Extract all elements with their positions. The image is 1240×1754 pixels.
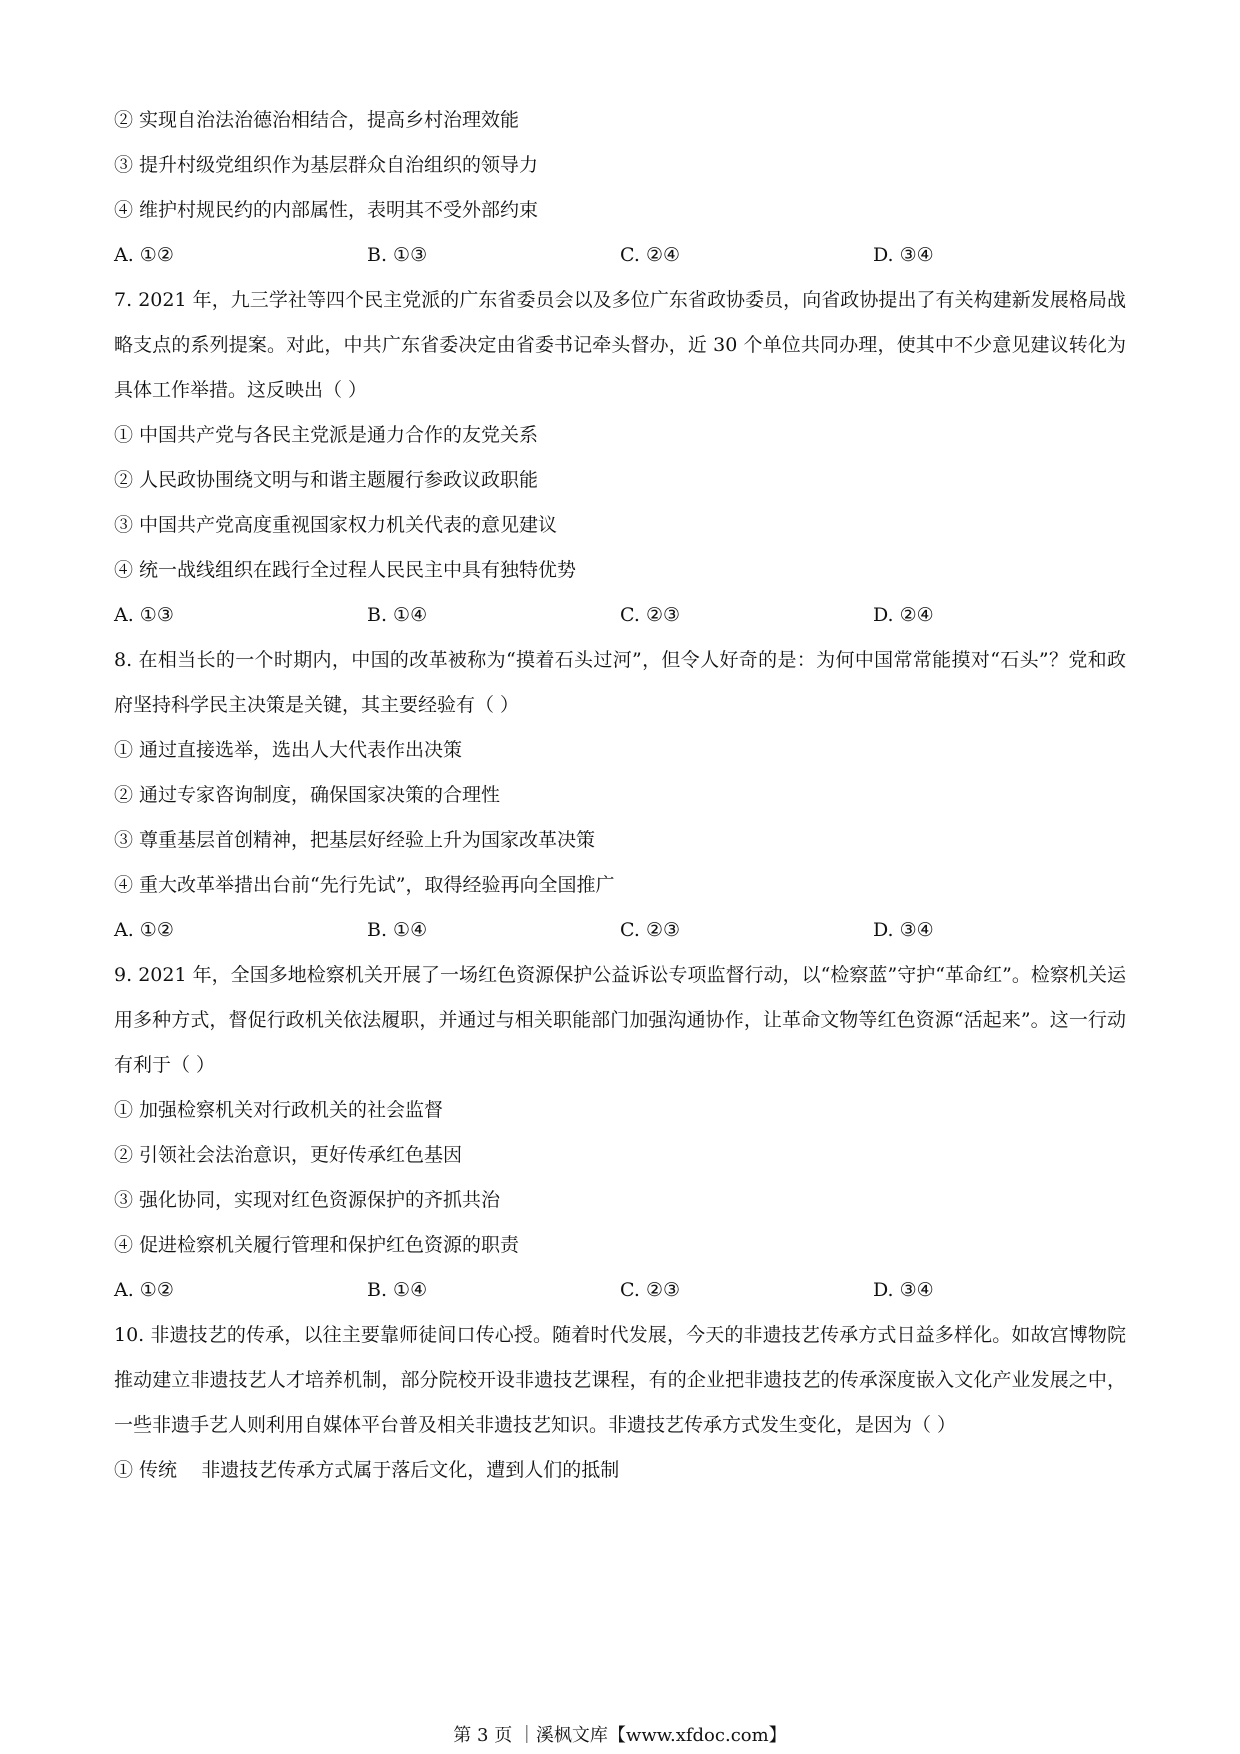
q8-item-4: ④ 重大改革举措出台前“先行先试”，取得经验再向全国推广	[114, 874, 615, 896]
q8-options	[114, 908, 1126, 953]
q10-stem: 10. 非遗技艺的传承，以往主要靠师徒间口传心授。随着时代发展，今天的非遗技艺传承方式日益多样化。如故宫博物院推动建立非遗技艺人才培养机制，部分院校开设非遗技艺课程，有的企业把非遗技艺的传承深度嵌入文化产业发展之中，一些非遗手艺人则利用自媒体平台普及相关非遗技艺知识。非遗技艺传承方式发生变化，是因为（ ）	[114, 1324, 1126, 1436]
q9-option-b: B. ①④	[367, 1279, 428, 1301]
q8-stem: 8. 在相当长的一个时期内，中国的改革被称为“摸着石头过河”，但令人好奇的是：为何中国常常能摸对“石头”？党和政府坚持科学民主决策是关键，其主要经验有（ ）	[114, 649, 1126, 716]
q9-stem: 9. 2021 年，全国多地检察机关开展了一场红色资源保护公益诉讼专项监督行动，以“检察蓝”守护“革命红”。检察机关运用多种方式，督促行政机关依法履职，并通过与相关职能部门加强沟通协作，让革命文物等红色资源“活起来”。这一行动有利于（ ）	[114, 964, 1126, 1076]
q7-option-a: A. ①③	[114, 604, 174, 626]
q8-option-b: B. ①④	[367, 919, 428, 941]
q9-option-d: D. ③④	[873, 1279, 934, 1301]
q8-item-1: ① 通过直接选举，选出人大代表作出决策	[114, 739, 463, 761]
q8-item-3: ③ 尊重基层首创精神，把基层好经验上升为国家改革决策	[114, 829, 596, 851]
q8-item-2: ② 通过专家咨询制度，确保国家决策的合理性	[114, 784, 501, 806]
q10-item-1: ① 传统 非遗技艺传承方式属于落后文化，遭到人们的抵制	[114, 1459, 620, 1481]
q9-item-1: ① 加强检察机关对行政机关的社会监督	[114, 1099, 444, 1121]
q9-item-3: ③ 强化协同，实现对红色资源保护的齐抓共治	[114, 1189, 501, 1211]
q7-item-1: ① 中国共产党与各民主党派是通力合作的友党关系	[114, 424, 539, 446]
q6-item-3: ③ 提升村级党组织作为基层群众自治组织的领导力	[114, 154, 539, 176]
q8-option-a: A. ①②	[114, 919, 174, 941]
q8-option-d: D. ③④	[873, 919, 934, 941]
q7-item-4: ④ 统一战线组织在践行全过程人民民主中具有独特优势	[114, 559, 577, 581]
page-footer: 第 3 页 ｜溪枫文库【www.xfdoc.com】	[453, 1725, 787, 1746]
q6-item-2: ② 实现自治法治德治相结合，提高乡村治理效能	[114, 109, 520, 131]
q6-option-b: B. ①③	[367, 244, 428, 266]
q6-option-a: A. ①②	[114, 244, 174, 266]
q7-item-3: ③ 中国共产党高度重视国家权力机关代表的意见建议	[114, 514, 558, 536]
q8-option-c: C. ②③	[620, 919, 681, 941]
q9-item-2: ② 引领社会法治意识，更好传承红色基因	[114, 1144, 463, 1166]
q9-options	[114, 1268, 1126, 1313]
q7-option-c: C. ②③	[620, 604, 681, 626]
q6-item-4: ④ 维护村规民约的内部属性，表明其不受外部约束	[114, 199, 539, 221]
q9-option-c: C. ②③	[620, 1279, 681, 1301]
q6-option-c: C. ②④	[620, 244, 681, 266]
q6-option-d: D. ③④	[873, 244, 934, 266]
q7-option-d: D. ②④	[873, 604, 934, 626]
q6-options	[114, 233, 1126, 278]
q7-option-b: B. ①④	[367, 604, 428, 626]
q7-stem: 7. 2021 年，九三学社等四个民主党派的广东省委员会以及多位广东省政协委员，向省政协提出了有关构建新发展格局战略支点的系列提案。对此，中共广东省委决定由省委书记牵头督办，近 30 个单位共同办理，使其中不少意见建议转化为具体工作举措。这反映出（ ）	[114, 289, 1126, 401]
q9-item-4: ④ 促进检察机关履行管理和保护红色资源的职责	[114, 1234, 520, 1256]
q9-option-a: A. ①②	[114, 1279, 174, 1301]
q7-options	[114, 593, 1126, 638]
page-content	[114, 98, 1126, 1493]
q7-item-2: ② 人民政协围绕文明与和谐主题履行参政议政职能	[114, 469, 539, 491]
